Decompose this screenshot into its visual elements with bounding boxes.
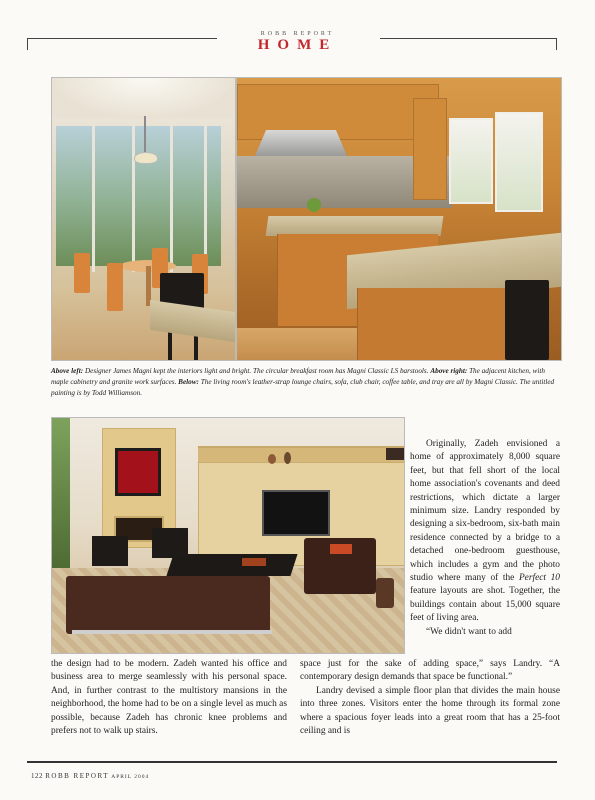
pendant-cord	[144, 116, 146, 156]
header-brand: ROBB REPORT	[260, 31, 335, 37]
caption-text-above-left: Designer James Magni kept the interiors light and bright. The circular breakfast room has Magni Classic LS barstools.	[83, 367, 429, 375]
article-quote-end: space just for the sake of adding space,” says Landry. “A contemporary design demands that space be functional.”	[300, 659, 560, 683]
tall-cabinet	[413, 98, 447, 200]
caption-label-above-left: Above left:	[51, 367, 84, 375]
barstool	[505, 280, 549, 360]
caption-text-below: The living room's leather-strap lounge chairs, sofa, club chair, coffee table, and tray are all by Magni Classic. The untitled painting is by Todd Williamson.	[51, 378, 555, 397]
vase	[284, 452, 291, 464]
vase	[268, 454, 276, 464]
window-mullion	[132, 122, 135, 272]
article-column-bottom-left: the design had to be modern. Zadeh wanted his office and business area to merge seamlessly with his personal space. And, in further contrast to the multistory mansions in the neighborhood, the home had to be on a single level as much as possible, because Zadeh has chronic knee problems and prefers not to walk up stairs.	[51, 659, 287, 737]
ceiling	[52, 78, 235, 118]
caption-text-above-right: The adjacent kitchen, with maple cabinetry and granite work surfaces.	[51, 367, 545, 386]
photo-kitchen	[236, 77, 562, 361]
shelf-object	[386, 448, 404, 460]
footer-magazine: ROBB REPORT	[45, 772, 109, 780]
tray	[242, 558, 266, 566]
peninsula-cabinet	[357, 288, 518, 360]
article-paragraph-end: feature layouts are shot. Together, the buildings contain about 15,000 square feet of living area.	[410, 586, 560, 624]
sofa	[66, 576, 270, 634]
article-column-bottom-right	[300, 658, 560, 738]
kitchen-window	[495, 112, 543, 212]
chair	[74, 253, 90, 293]
kitchen-window	[449, 118, 493, 204]
television	[262, 490, 330, 536]
footer	[31, 772, 149, 780]
caption-label-above-right: Above right:	[430, 367, 468, 375]
article-paragraph: Originally, Zadeh envisioned a home of approximately 8,000 square feet, but that fell short of the local home association's covenants and deed restrictions, which dictate a larger minimum size. Landry responded by designing a six-bedroom, six-bath main residence connected by a bridge to a detached one-bedroom guesthouse, which includes a gym and the photo studio where many of the	[410, 439, 560, 584]
side-basket	[376, 578, 394, 608]
article-column-right	[410, 438, 560, 639]
window-mullion	[204, 122, 207, 272]
pendant-light	[134, 152, 158, 164]
article-paragraph-floorplan: Landry devised a simple floor plan that divides the main house into three zones. Visitors enter the home through its formal zone where a spacious foyer leads into a great room that has a 25-foot ceiling and is	[300, 685, 560, 737]
sofa-base	[72, 630, 272, 634]
window-mullion	[170, 122, 173, 272]
caption-label-below: Below:	[178, 378, 199, 386]
pillow	[330, 544, 352, 554]
window-mullion	[92, 122, 95, 272]
section-title: HOME	[257, 37, 338, 53]
lounge-chair	[152, 528, 188, 558]
wood-floor	[237, 328, 357, 360]
photo-living-room	[51, 417, 405, 654]
photo-breakfast-room	[51, 77, 236, 361]
range-hood	[255, 130, 347, 156]
window-glass	[56, 126, 221, 266]
lounge-chair	[92, 536, 128, 566]
article-quote-start: “We didn't want to add	[426, 626, 512, 637]
page-number: 122	[31, 772, 43, 780]
footer-date: APRIL 2004	[111, 774, 150, 780]
display-shelf	[198, 446, 404, 462]
fruit-bowl	[307, 198, 321, 212]
footer-rule	[27, 761, 557, 763]
counter-edge	[150, 300, 235, 342]
red-painting	[115, 448, 161, 496]
photo-caption	[51, 366, 560, 399]
island-countertop	[266, 216, 444, 236]
article-italic-title: Perfect 10	[518, 573, 560, 584]
chair	[107, 263, 123, 311]
side-window	[52, 418, 70, 568]
